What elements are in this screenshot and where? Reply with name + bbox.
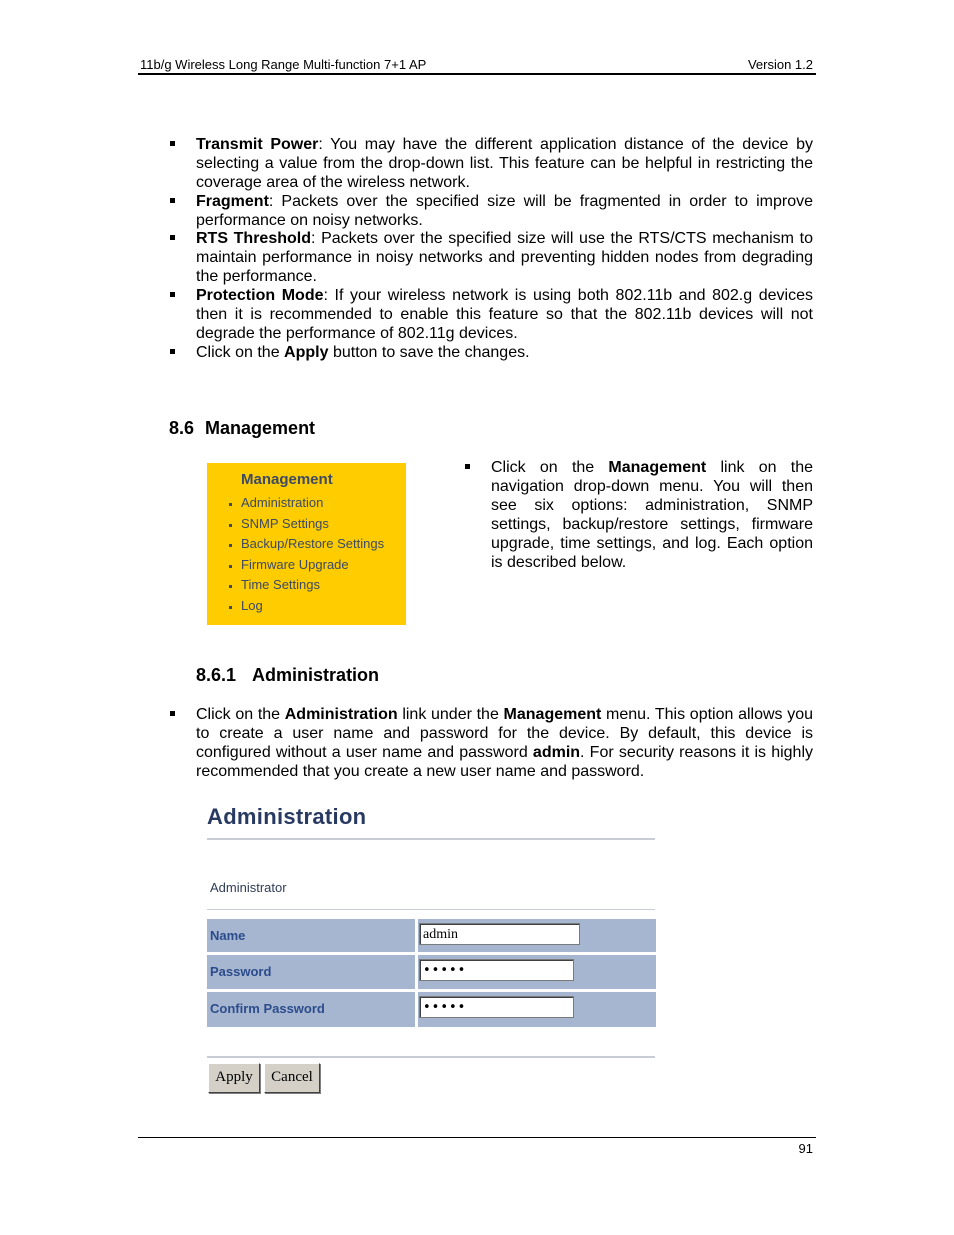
bullet-marker [170,711,175,716]
desc-line: see six options: administration, SNMP [491,497,813,514]
confirm-password-input[interactable]: ••••• [419,996,574,1018]
subtitle-divider [207,909,655,910]
running-header-title: 11b/g Wireless Long Range Multi-function 7+1 AP [140,57,427,72]
confirm-password-label: Confirm Password [210,1001,325,1016]
bullet-text: : Packets over the specified size will be fragmented in order to improve performance on noisy networks. [196,193,813,229]
bullet-transmit-power [196,135,813,192]
bullet-text: : If your wireless network is using both 802.11b and 802.g devices then it is recommended to enable this feature so that the 802.11b devices will not degrade the performance of 802.11g devices. [196,287,813,342]
bullet-text: button to save the changes. [328,344,530,361]
bullet-term: RTS Threshold [196,230,311,247]
desc-line: navigation drop-down menu. You will then [491,478,813,495]
row-separator [415,955,418,989]
page-number: 91 [798,1141,813,1156]
management-menu-screenshot [207,463,406,625]
desc-line: is described below. [491,554,627,571]
header-rule [138,73,816,75]
bullet-term: Fragment [196,193,269,210]
section-title: Management [205,418,316,438]
bullet-marker [170,292,175,297]
section-heading-management [169,418,315,439]
section-heading-administration [196,665,379,686]
bullet-text: Click on the [196,344,285,361]
bullet-rts-threshold [196,229,813,286]
bullet-marker [170,349,175,354]
form-bottom-divider [207,1056,655,1058]
menu-item-administration[interactable]: Administration [229,493,384,514]
admin-form-subtitle: Administrator [210,880,287,895]
menu-item-log[interactable]: Log [229,596,384,617]
bullet-text: : Packets over the specified size will use the RTS/CTS mechanism to maintain performance in noisy networks and preventing hidden nodes from degrading the performance. [196,230,813,285]
menu-item-firmware-upgrade[interactable]: Firmware Upgrade [229,555,384,576]
section-title: Administration [252,665,380,685]
desc-line: upgrade, time settings, and log. Each option [491,535,813,552]
bullet-management-description [491,458,813,572]
bullet-text: : You may have the different application distance of the device by selecting a value from the drop-down list. This feature can be helpful in restricting the coverage area of the wireless network. [196,136,813,191]
form-row-password [207,955,656,989]
bullet-term: Protection Mode [196,287,324,304]
row-separator [415,992,418,1027]
footer-rule [138,1137,816,1138]
bullet-term: Transmit Power [196,136,319,153]
bullet-term: Apply [284,344,329,361]
bullet-marker [170,235,175,240]
password-label: Password [210,964,272,979]
bullet-marker [465,464,470,469]
bullet-apply-note [196,343,813,362]
name-label: Name [210,928,246,943]
desc-line: settings, backup/restore settings, firmware [491,516,813,533]
running-header-version: Version 1.2 [747,57,813,72]
admin-form-title: Administration [207,804,367,829]
management-menu-title: Management [241,471,333,488]
bullet-administration-description: Click on the Administration link under the Management menu. This option allows you to create a user name and password for the device. By default, this device is configured without a user name and password admin. For security reasons it is highly recommended that you create a new user name and password. [196,705,813,781]
password-input[interactable]: ••••• [419,959,574,981]
row-separator [415,919,418,952]
cancel-button[interactable]: Cancel [264,1063,320,1093]
title-divider [207,838,655,840]
bullet-protection-mode [196,286,813,343]
menu-item-snmp-settings[interactable]: SNMP Settings [229,514,384,535]
name-input[interactable]: admin [419,923,580,945]
menu-item-time-settings[interactable]: Time Settings [229,575,384,596]
bullet-fragment [196,192,813,230]
apply-button[interactable]: Apply [208,1063,260,1093]
bullet-marker [170,141,175,146]
form-row-confirm-password [207,992,656,1027]
section-number: 8.6 [169,418,195,438]
section-number: 8.6.1 [196,665,237,685]
management-menu-list [229,493,384,617]
bullet-marker [170,198,175,203]
desc-line: Click on the Management link on the [491,459,813,476]
menu-item-backup-restore[interactable]: Backup/Restore Settings [229,534,384,555]
form-row-name [207,919,656,952]
